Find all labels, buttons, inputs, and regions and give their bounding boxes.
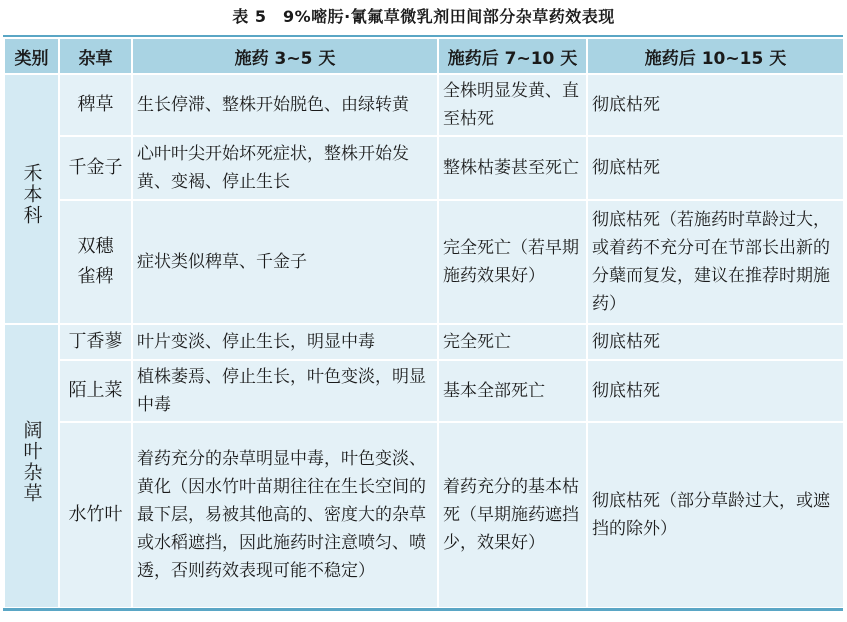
symptom-3-5: 叶片变淡、停止生长，明显中毒	[132, 324, 438, 360]
symptom-7-10: 完全死亡（若早期施药效果好）	[438, 200, 587, 324]
category-label: 阔叶杂草	[20, 419, 43, 504]
header-day3-5: 施药 3~5 天	[132, 38, 438, 74]
symptom-10-15: 彻底枯死（若施药时草龄过大，或着药不充分可在节部长出新的分蘖而复发，建议在推荐时期施药）	[587, 200, 844, 324]
bottom-rule	[3, 608, 843, 611]
table-row	[4, 360, 844, 422]
efficacy-table	[3, 37, 845, 609]
symptom-3-5: 症状类似稗草、千金子	[132, 200, 438, 324]
symptom-7-10: 全株明显发黄、直至枯死	[438, 74, 587, 136]
category-label: 禾本科	[20, 163, 43, 226]
table-row	[4, 74, 844, 136]
symptom-10-15: 彻底枯死（部分草龄过大，或遮挡的除外）	[587, 422, 844, 608]
symptom-7-10: 整株枯萎甚至死亡	[438, 136, 587, 200]
category-cell	[4, 324, 59, 608]
weed-name: 双穗雀稗	[59, 200, 132, 324]
weed-name: 陌上菜	[59, 360, 132, 422]
header-category: 类别	[4, 38, 59, 74]
header-day10-15: 施药后 10~15 天	[587, 38, 844, 74]
symptom-3-5: 心叶叶尖开始坏死症状，整株开始发黄、变褐、停止生长	[132, 136, 438, 200]
header-day7-10: 施药后 7~10 天	[438, 38, 587, 74]
weed-name: 稗草	[59, 74, 132, 136]
weed-name: 丁香蓼	[59, 324, 132, 360]
header-row	[4, 38, 844, 74]
table-row	[4, 136, 844, 200]
symptom-3-5: 生长停滞、整株开始脱色、由绿转黄	[132, 74, 438, 136]
symptom-7-10: 完全死亡	[438, 324, 587, 360]
symptom-10-15: 彻底枯死	[587, 360, 844, 422]
header-weed: 杂草	[59, 38, 132, 74]
symptom-7-10: 着药充分的基本枯死（早期施药遮挡少，效果好）	[438, 422, 587, 608]
symptom-10-15: 彻底枯死	[587, 324, 844, 360]
symptom-10-15: 彻底枯死	[587, 74, 844, 136]
weed-name: 水竹叶	[59, 422, 132, 608]
table-row	[4, 200, 844, 324]
symptom-7-10: 基本全部死亡	[438, 360, 587, 422]
category-cell	[4, 74, 59, 324]
table-row	[4, 324, 844, 360]
symptom-3-5: 植株萎焉、停止生长，叶色变淡，明显中毒	[132, 360, 438, 422]
table-row	[4, 422, 844, 608]
weed-name: 千金子	[59, 136, 132, 200]
symptom-3-5: 着药充分的杂草明显中毒，叶色变淡、黄化（因水竹叶苗期往往在生长空间的最下层，易被其他高的、密度大的杂草或水稻遮挡，因此施药时注意喷匀、喷透，否则药效表现可能不稳定）	[132, 422, 438, 608]
table-title: 表 5 9%嘧肟·氰氟草微乳剂田间部分杂草药效表现	[232, 7, 615, 26]
symptom-10-15: 彻底枯死	[587, 136, 844, 200]
